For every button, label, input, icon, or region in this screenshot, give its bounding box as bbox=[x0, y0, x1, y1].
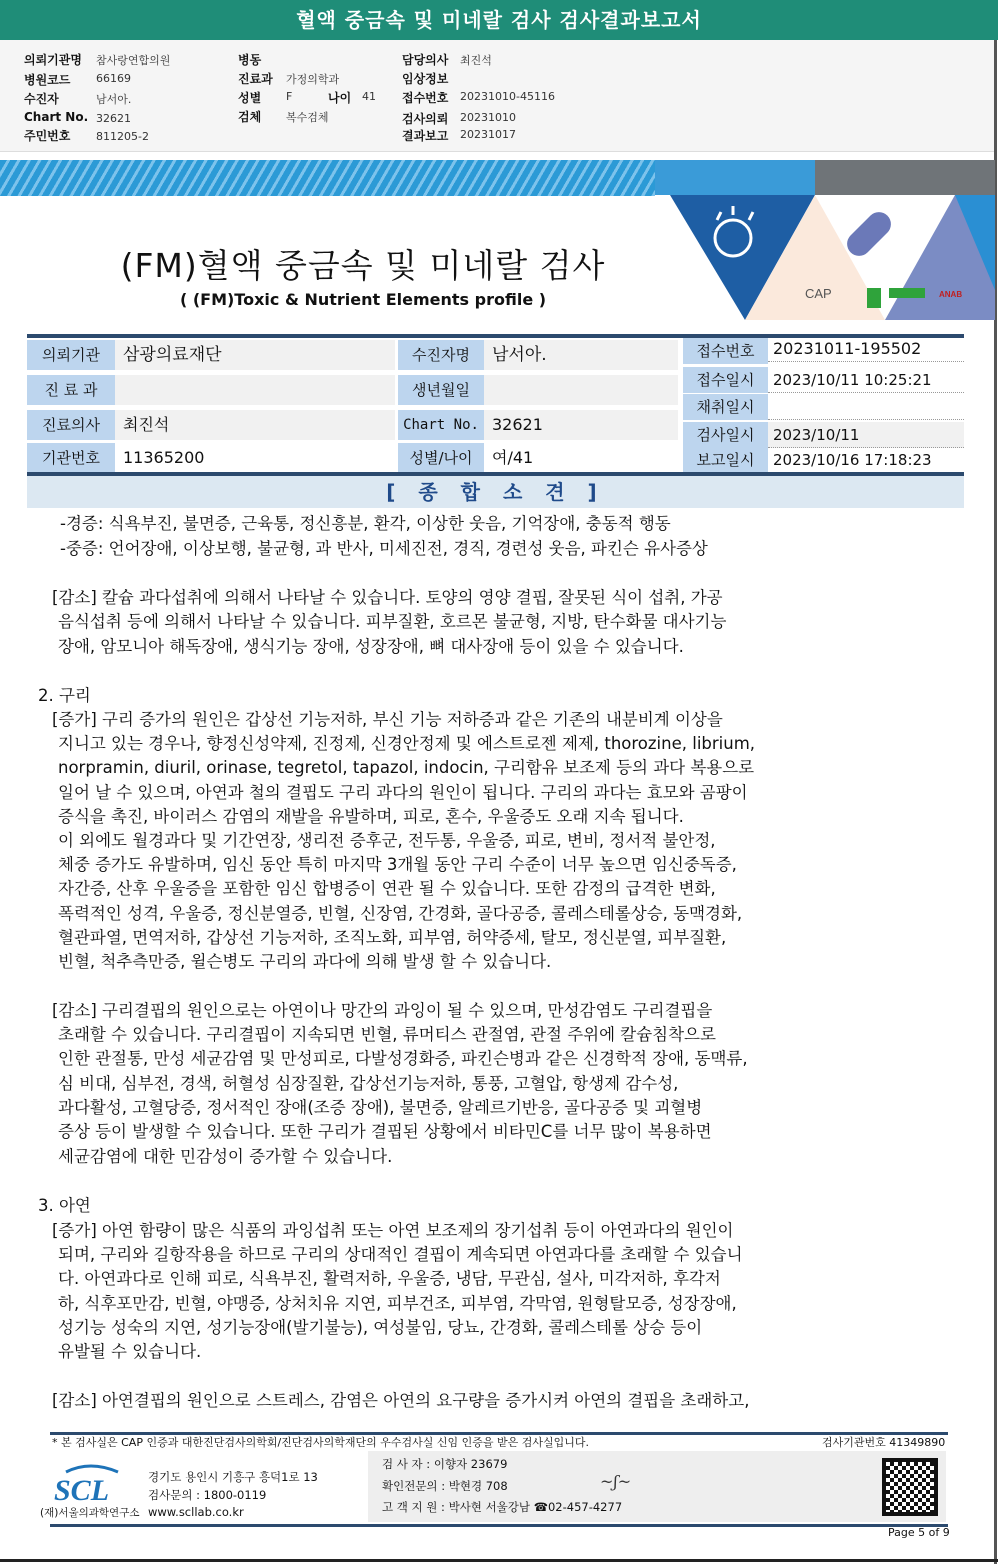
header-value: F bbox=[286, 90, 293, 103]
inquiry-phone: 검사문의 : 1800-0119 bbox=[148, 1488, 267, 1502]
body-line: [감소] 칼슘 과다섭취에 의해서 나타날 수 있습니다. 토양의 영양 결핍, 잘못된 식이 섭취, 가공 bbox=[52, 588, 723, 607]
header-value: 남서아. bbox=[96, 93, 132, 106]
report-subtitle: ( (FM)Toxic & Nutrient Elements profile ) bbox=[179, 290, 547, 309]
header-label: 임상정보 bbox=[402, 72, 449, 86]
page-number: Page 5 of 9 bbox=[888, 1526, 950, 1539]
anab-logo: ANAB bbox=[939, 290, 963, 299]
body-line: 초래할 수 있습니다. 구리결핍이 지속되면 빈혈, 류머티스 관절염, 관절 주위에 칼슘침착으로 bbox=[58, 1025, 716, 1044]
label-receipt-no: 접수번호 bbox=[683, 338, 768, 364]
header-value: 참사랑연합의원 bbox=[96, 54, 171, 67]
header-value: 20231010 bbox=[460, 111, 516, 124]
header-label: 결과보고 bbox=[402, 129, 449, 143]
body-line: 하, 식후포만감, 빈혈, 야맹증, 상처치유 지연, 피부건조, 피부염, 각막염, 원형탈모증, 성장장애, bbox=[58, 1294, 737, 1313]
lm-logo bbox=[867, 288, 881, 308]
certification-note: * 본 검사실은 CAP 인증과 대한진단검사의학회/진단검사의학재단의 우수검사실 신임 인증을 받은 검사실입니다. bbox=[52, 1436, 590, 1449]
address: 경기도 용인시 기흥구 흥덕1로 13 bbox=[148, 1470, 318, 1484]
label-report-time: 보고일시 bbox=[683, 447, 768, 473]
body-line: 체중 증가도 유발하며, 임신 동안 특히 마지막 3개월 동안 구리 수준이 너무 높으면 임신중독증, bbox=[58, 855, 737, 874]
header-value: 가정의학과 bbox=[286, 73, 340, 86]
header-label: Chart No. bbox=[24, 110, 89, 124]
header-label: 병원코드 bbox=[24, 73, 71, 87]
body-line: 장애, 암모니아 해독장애, 생식기능 장애, 성장장애, 뼈 대사장애 등이 있을 수 있습니다. bbox=[58, 637, 684, 656]
value-report-time: 2023/10/16 17:18:23 bbox=[768, 447, 964, 473]
section-heading-zinc: 3. 아연 bbox=[38, 1196, 91, 1215]
decorative-stripes bbox=[0, 160, 660, 196]
body-line: 증상 등이 발생할 수 있습니다. 또한 구리가 결핍된 상황에서 비타민C를 너무 많이 복용하면 bbox=[58, 1122, 712, 1141]
header-label: 의뢰기관명 bbox=[24, 53, 82, 67]
examiner: 검 사 자 : 이향자 23679 bbox=[382, 1457, 508, 1471]
body-line: 이 외에도 월경과다 및 기간연장, 생리전 증후군, 전두통, 우울증, 피로, 변비, 정서적 불안정, bbox=[58, 831, 716, 850]
label-birthdate: 생년월일 bbox=[398, 375, 484, 405]
body-line: -경증: 식욕부진, 불면증, 근육통, 정신흥분, 환각, 이상한 웃음, 기억장애, 충동적 행동 bbox=[60, 514, 671, 533]
scl-logo bbox=[52, 1462, 124, 1502]
body-line: 인한 관절통, 만성 세균감염 및 만성피로, 다발성경화증, 파킨슨병과 같은 신경학적 장애, 동맥류, bbox=[58, 1049, 748, 1068]
label-requester: 의뢰기관 bbox=[27, 340, 115, 370]
body-line: 일어 날 수 있으며, 아연과 철의 결핍도 구리 과다의 원인이 됩니다. 구리의 과다는 효모와 곰팡이 bbox=[58, 783, 748, 802]
label-chart-no: Chart No. bbox=[398, 410, 484, 440]
header-value: 최진석 bbox=[460, 54, 492, 67]
value-institution-no: 11365200 bbox=[115, 443, 395, 473]
body-line: 과다활성, 고혈당증, 정서적인 장애(조증 장애), 불면증, 알레르기반응, 골다공증 및 괴혈병 bbox=[58, 1098, 703, 1117]
value-test-time: 2023/10/11 bbox=[768, 422, 964, 448]
qr-code bbox=[882, 1458, 938, 1516]
body-line: 심 비대, 심부전, 경색, 허혈성 심장질환, 갑상선기능저하, 통풍, 고혈압, 항생제 감수성, bbox=[58, 1074, 679, 1093]
page-bottom-border bbox=[0, 1559, 998, 1562]
cap-logo: CAP bbox=[805, 286, 832, 301]
body-line: -중증: 언어장애, 이상보행, 불균형, 과 반사, 미세진전, 경직, 경련성 웃음, 파킨슨 유사증상 bbox=[60, 539, 708, 558]
body-line: 음식섭취 등에 의해서 나타날 수 있습니다. 피부질환, 호르몬 불균형, 지방, 탄수화물 대사기능 bbox=[58, 612, 727, 631]
label-receipt-time: 접수일시 bbox=[683, 367, 768, 393]
body-line: norpramin, diuril, orinase, tegretol, tapazol, indocin, 구리함유 보조제 등의 과다 복용으로 bbox=[58, 758, 755, 777]
header-value: 복수검체 bbox=[286, 111, 329, 124]
body-line: [증가] 아연 함량이 많은 식품의 과잉섭취 또는 아연 보조제의 장기섭취 등이 아연과다의 원인이 bbox=[52, 1221, 734, 1240]
body-line: 되며, 구리와 길항작용을 하므로 구리의 상대적인 결핍이 계속되면 아연과다를 초래할 수 있습니 bbox=[58, 1245, 743, 1264]
header-label: 나이 bbox=[328, 91, 352, 105]
report-title: (FM)혈액 중금속 및 미네랄 검사 bbox=[120, 246, 606, 285]
label-collection-time: 채취일시 bbox=[683, 394, 768, 420]
signature-image: ~ʃ~ bbox=[600, 1472, 632, 1491]
header-label: 검사의뢰 bbox=[402, 112, 449, 126]
header-label: 접수번호 bbox=[402, 91, 449, 105]
value-doctor: 최진석 bbox=[115, 410, 395, 440]
label-test-time: 검사일시 bbox=[683, 422, 768, 448]
label-patient: 수진자명 bbox=[398, 340, 484, 370]
header-value: 32621 bbox=[96, 112, 131, 125]
body-line: 폭력적인 성격, 우울증, 정신분열증, 빈혈, 신장염, 간경화, 골다공증, 콜레스테롤상승, 동맥경화, bbox=[58, 904, 743, 923]
body-line: 성기능 성숙의 지연, 성기능장애(발기불능), 여성불임, 당뇨, 간경화, 콜레스테롤 상승 등이 bbox=[58, 1318, 703, 1337]
header-label: 담당의사 bbox=[402, 53, 449, 67]
label-doctor: 진료의사 bbox=[27, 410, 115, 440]
header-label: 병동 bbox=[238, 53, 262, 67]
org-number: 검사기관번호 41349890 bbox=[822, 1436, 946, 1449]
header-label: 진료과 bbox=[238, 72, 273, 86]
body-line: [증가] 구리 증가의 원인은 갑상선 기능저하, 부신 기능 저하증과 같은 기존의 내분비계 이상을 bbox=[52, 710, 723, 729]
label-sex-age: 성별/나이 bbox=[398, 443, 484, 473]
section-heading-copper: 2. 구리 bbox=[38, 686, 91, 705]
website-link[interactable]: www.scllab.co.kr bbox=[148, 1505, 244, 1519]
value-birthdate bbox=[484, 375, 678, 405]
label-department: 진 료 과 bbox=[27, 375, 115, 405]
header-label: 검체 bbox=[238, 110, 262, 124]
body-line: 증식을 촉진, 바이러스 감염의 재발을 유발하며, 피로, 혼수, 우울증도 오래 지속 됩니다. bbox=[58, 807, 684, 826]
report-top-title: 혈액 중금속 및 미네랄 검사 검사결과보고서 bbox=[0, 0, 998, 40]
label-institution-no: 기관번호 bbox=[27, 443, 115, 473]
body-line: 유발될 수 있습니다. bbox=[58, 1342, 202, 1361]
body-line: 혈관파열, 면역저하, 갑상선 기능저하, 조직노화, 피부염, 허약증세, 탈모, 정신분열, 피부질환, bbox=[58, 928, 727, 947]
value-chart-no: 32621 bbox=[484, 410, 678, 440]
header-value: 20231017 bbox=[460, 128, 516, 141]
section-title-summary: [ 종 합 소 견 ] bbox=[27, 476, 964, 508]
body-line: [감소] 구리결핍의 원인으로는 아연이나 망간의 과잉이 될 수 있으며, 만성감염도 구리결핍을 bbox=[52, 1001, 713, 1020]
header-label: 주민번호 bbox=[24, 129, 71, 143]
header-value: 811205-2 bbox=[96, 130, 149, 143]
ema-logo bbox=[889, 288, 925, 298]
value-department bbox=[115, 375, 395, 405]
body-line: 지니고 있는 경우나, 향정신성약제, 진정제, 신경안정제 및 에스트로젠 제제, thorozine, librium, bbox=[58, 734, 756, 753]
header-value: 41 bbox=[362, 90, 376, 103]
value-receipt-no: 20231011-195502 bbox=[768, 336, 964, 362]
value-sex-age: 여/41 bbox=[484, 443, 678, 473]
body-line: 빈혈, 척추측만증, 윌슨병도 구리의 과다에 의해 발생 할 수 있습니다. bbox=[58, 952, 552, 971]
body-line: 다. 아연과다로 인해 피로, 식욕부진, 활력저하, 우울증, 냉담, 무관심, 설사, 미각저하, 후각저 bbox=[58, 1269, 721, 1288]
body-line: 자간증, 산후 우울증을 포함한 임신 합병증이 연관 될 수 있습니다. 또한 감정의 급격한 변화, bbox=[58, 879, 716, 898]
value-requester: 삼광의료재단 bbox=[115, 340, 395, 370]
header-info bbox=[0, 40, 995, 152]
org-name: (재)서울의과학연구소 bbox=[40, 1507, 140, 1519]
svg-text:SCL: SCL bbox=[54, 1474, 110, 1502]
specialist: 확인전문의 : 박현경 708 bbox=[382, 1479, 508, 1493]
header-label: 수진자 bbox=[24, 92, 59, 106]
header-value: 20231010-45116 bbox=[460, 90, 555, 103]
value-collection-time bbox=[768, 394, 964, 420]
value-patient: 남서아. bbox=[484, 340, 678, 370]
body-line: 세균감염에 대한 민감성이 증가할 수 있습니다. bbox=[58, 1147, 393, 1166]
header-label: 성별 bbox=[238, 91, 262, 105]
customer-support: 고 객 지 원 : 박사현 서울강남 ☎02-457-4277 bbox=[382, 1500, 623, 1514]
value-receipt-time: 2023/10/11 10:25:21 bbox=[768, 367, 964, 393]
footer-divider bbox=[50, 1524, 948, 1527]
header-value: 66169 bbox=[96, 72, 131, 85]
body-line: [감소] 아연결핍의 원인으로 스트레스, 감염은 아연의 요구량을 증가시켜 아연의 결핍을 초래하고, bbox=[52, 1391, 750, 1410]
